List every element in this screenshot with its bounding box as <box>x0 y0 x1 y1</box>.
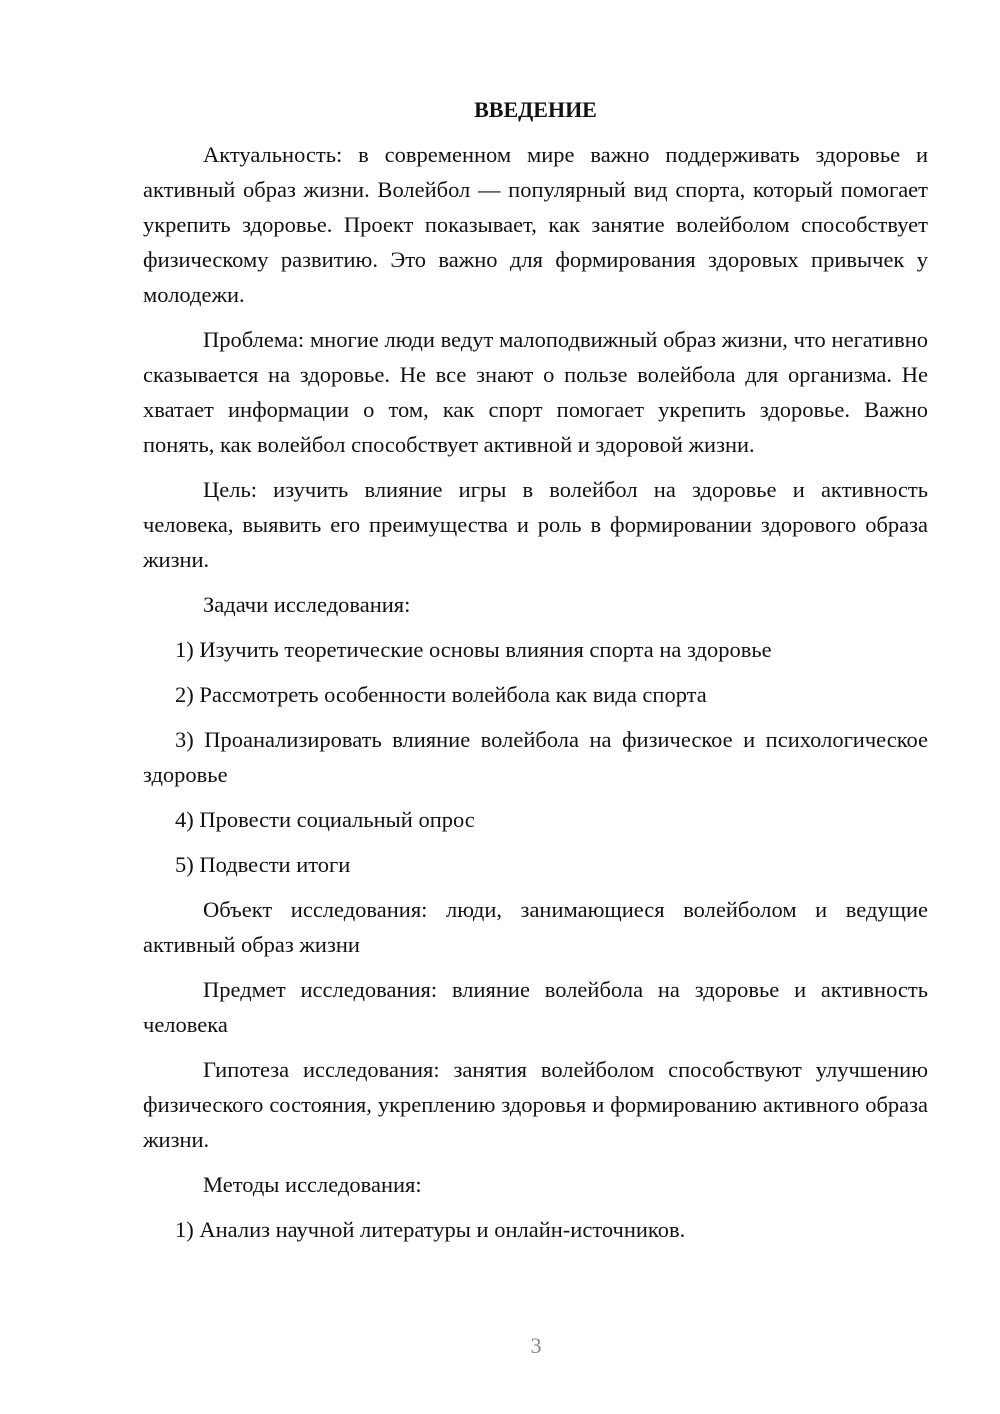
paragraph-subject: Предмет исследования: влияние волейбола на здоровье и активность человека <box>143 977 928 1037</box>
methods-heading: Методы исследования: <box>203 1172 422 1197</box>
list-item: 3) Проанализировать влияние волейбола на физическое и психологическое здоровье <box>143 727 928 787</box>
paragraph-problem: Проблема: многие люди ведут малоподвижный образ жизни, что негативно сказывается на здоровье. Не все знают о пользе волейбола для организма. Не хватает информации о том, как спорт помогает укрепить здоровье. Важно понять, как волейбол способствует активной и здоровой жизни. <box>143 327 928 457</box>
paragraph-relevance: Актуальность: в современном мире важно поддерживать здоровье и активный образ жизни. Волейбол — популярный вид спорта, который помогает укрепить здоровье. Проект показывает, как занятие волейболом способствует физическому развитию. Это важно для формирования здоровых привычек у молодежи. <box>143 142 928 307</box>
document-body <box>143 94 928 1257</box>
list-item: 5) Подвести итоги <box>175 852 351 877</box>
list-item: 1) Изучить теоретические основы влияния спорта на здоровье <box>175 637 772 662</box>
list-item: 2) Рассмотреть особенности волейбола как вида спорта <box>175 682 707 707</box>
list-item: 1) Анализ научной литературы и онлайн-источников. <box>175 1217 686 1242</box>
page-number: 3 <box>530 1333 542 1358</box>
paragraph-goal: Цель: изучить влияние игры в волейбол на здоровье и активность человека, выявить его преимущества и роль в формировании здорового образа жизни. <box>143 477 928 572</box>
list-item: 4) Провести социальный опрос <box>175 807 475 832</box>
methods-list <box>143 1212 928 1247</box>
tasks-heading: Задачи исследования: <box>203 592 411 617</box>
tasks-list <box>143 632 928 882</box>
paragraph-object: Объект исследования: люди, занимающиеся волейболом и ведущие активный образ жизни <box>143 897 928 957</box>
paragraph-hypothesis: Гипотеза исследования: занятия волейболом способствуют улучшению физического состояния, укреплению здоровья и формированию активного образа жизни. <box>143 1057 928 1152</box>
page-title: ВВЕДЕНИЕ <box>474 97 597 122</box>
